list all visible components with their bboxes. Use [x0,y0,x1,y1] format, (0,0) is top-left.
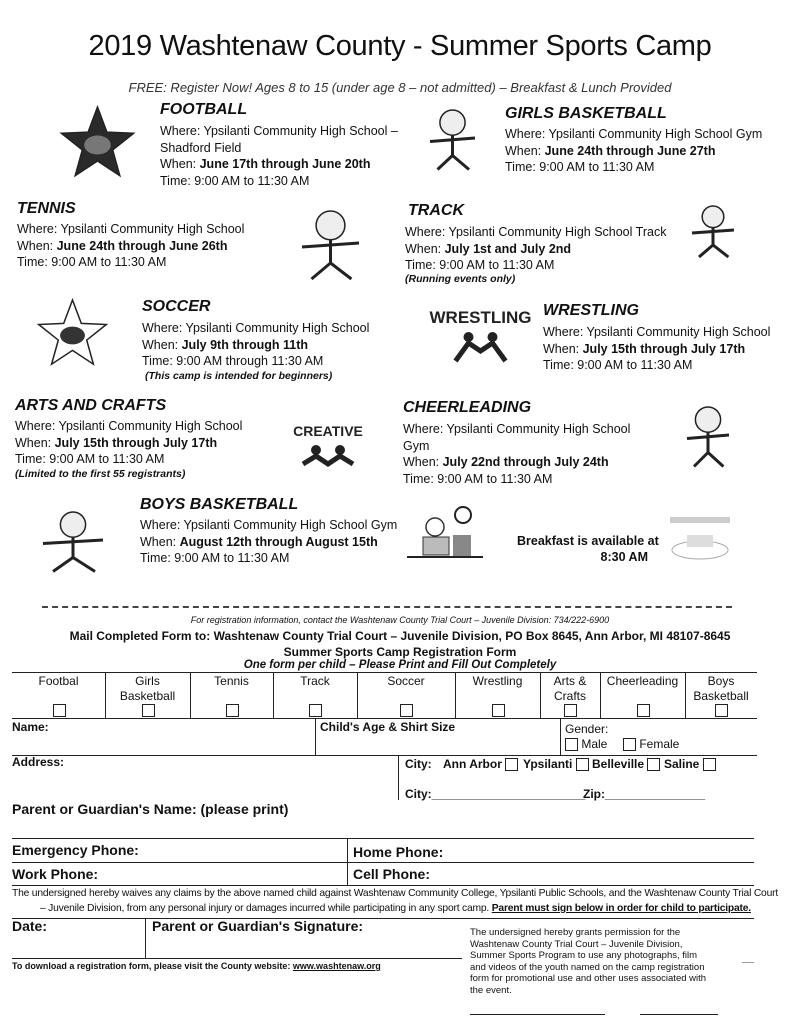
basketball-player-icon [23,505,123,575]
sport-option[interactable] [540,674,600,718]
detail-label: When: [160,157,200,171]
camp-detail [15,435,217,452]
camp-detail [405,241,571,258]
camp-detail: Time: 9:00 AM to 11:30 AM [140,551,290,565]
sport-option[interactable] [357,674,455,718]
camp-detail: Time: 9:00 AM to 11:30 AM [405,258,555,272]
download-note [12,961,381,971]
camp-detail [505,143,715,160]
sport-checkbox[interactable] [492,704,505,717]
signature-field[interactable] [12,958,462,959]
sport-checkbox[interactable] [637,704,650,717]
guardian-name-label: Parent or Guardian's Name: (please print) [12,801,289,817]
flyer-title: 2019 Washtenaw County - Summer Sports Camp [88,30,712,62]
permission-date-line[interactable] [640,1014,718,1015]
detail-dates: July 1st and July 2nd [444,241,572,256]
camp-detail: Gym [403,438,430,453]
guardian-name-field[interactable] [12,838,754,839]
detail-dates: August 12th through August 15th [179,534,378,549]
flyer-subtitle: FREE: Register Now! Ages 8 to 15 (under age 8 – not admitted) – Breakfast & Lunch Provided [128,80,672,95]
divider [600,672,601,718]
waiver-line-2 [40,903,751,914]
city-name: Belleville [592,757,645,771]
signature-label: Parent or Guardian's Signature: [152,918,364,934]
form-title: Summer Sports Camp Registration Form [283,645,517,659]
camp-detail: Time: 9:00 AM to 11:30 AM [17,255,167,269]
sport-label: Cheerleading [606,674,679,688]
breakfast-text: Breakfast is available at [517,534,659,548]
city-label: City: [405,757,432,771]
divider [12,885,754,886]
female-label: Female [639,737,680,751]
camp-title-wrestling: WRESTLING [543,302,639,319]
breakfast-time: 8:30 AM [600,550,648,564]
work-phone-label: Work Phone: [12,866,99,882]
mail-address: Mail Completed Form to: Washtenaw County Trial Court – Juvenile Division, PO Box 8645, Ann Arbor, MI 48107-8645 [69,629,731,643]
divider [273,672,274,718]
address-label: Address: [12,755,65,769]
breakfast-icon [405,505,485,565]
divider [315,718,316,755]
sport-checkbox[interactable] [309,704,322,717]
permission-line: the event. [470,984,512,996]
waiver-text: – Juvenile Division, from any personal injury or damages incurred while participating in any sport camp. [40,903,490,914]
camp-detail: Where: Ypsilanti Community High School – [160,124,398,138]
table-top-line [12,672,757,673]
city-option[interactable] [664,757,716,771]
divider [12,755,757,756]
city-checkbox[interactable] [647,758,660,771]
camp-detail: Time: 9:00 AM through 11:30 AM [142,354,324,368]
sport-checkbox[interactable] [400,704,413,717]
cut-line [42,606,732,608]
zip-field[interactable]: Zip:_______________ [583,787,706,801]
camp-detail: Where: Ypsilanti Community High School Gym [140,518,398,532]
football-star-icon [55,105,140,185]
camp-title-soccer: SOCCER [142,298,211,315]
city-option[interactable] [592,757,660,771]
registration-info: For registration information, contact the Washtenaw County Trial Court – Juvenile Division: 734/222-6900 [190,615,610,625]
soccer-star-icon [35,298,110,373]
sport-label: Soccer [387,674,425,688]
camp-detail: Where: Ypsilanti Community High School [142,321,370,335]
wrestling-icon [428,305,533,365]
divider [742,962,754,963]
sport-option[interactable] [273,674,357,718]
city-option[interactable] [523,757,589,771]
detail-label: When: [15,435,55,450]
sport-option[interactable] [455,674,540,718]
sport-label: Wrestling [472,674,523,688]
divider [12,862,754,863]
detail-dates: June 24th through June 27th [544,143,716,158]
camp-detail [142,337,308,354]
detail-dates: July 15th through July 17th [582,341,746,356]
detail-label: When: [140,534,180,549]
detail-dates: July 22nd through July 24th [442,455,609,469]
sport-label: Arts & Crafts [553,674,587,703]
camp-title-track: TRACK [408,202,464,219]
emergency-phone-label: Emergency Phone: [12,842,139,858]
gender-label: Gender: [565,722,609,736]
detail-label: When: [17,238,57,253]
camp-detail: Time: 9:00 AM to 11:30 AM [160,173,310,188]
detail-dates: June 24th through June 26th [56,238,228,253]
gender-male[interactable] [565,737,607,751]
sport-checkbox[interactable] [564,704,577,717]
icon-lettering: WRESTLING [429,308,532,327]
camp-detail: Where: Ypsilanti Community High School Gym [505,127,763,141]
sport-checkbox[interactable] [142,704,155,717]
date-label: Date: [12,918,48,934]
divider [12,918,754,919]
camp-title-arts-and-crafts: ARTS AND CRAFTS [15,397,167,414]
camp-detail: Time: 9:00 AM to 11:30 AM [15,452,165,466]
icon-lettering: CREATIVE [293,423,363,439]
city-option[interactable] [443,757,518,771]
camp-detail: Time: 9:00 AM to 11:30 AM [543,358,693,372]
male-label: Male [581,737,608,751]
sport-option[interactable] [685,674,757,718]
website-link[interactable]: www.washtenaw.org [292,961,381,971]
camp-note: (Limited to the first 55 registrants) [15,468,186,480]
waiver-line-1: The undersigned hereby waives any claims by the above named child against Washtenaw Community College, Ypsilanti Public Schools, and the Washtenaw County Trial Court [12,888,778,899]
camp-title-girls-basketball: GIRLS BASKETBALL [505,105,667,122]
runner-icon [678,200,748,260]
camp-detail: Where: Ypsilanti Community High School [17,222,245,236]
cheerleader-icon [673,400,743,470]
download-text: To download a registration form, please visit the County website: [12,961,291,971]
camp-detail [160,156,370,173]
breakfast-plate-icon [665,515,735,565]
detail-dates: July 9th through 11th [181,337,309,352]
detail-label: When: [505,143,545,158]
camp-detail [140,534,378,551]
detail-dates: July 15th through July 17th [54,435,218,450]
city-name: Ypsilanti [523,757,573,771]
tennis-kids-icon [283,203,378,283]
male-checkbox[interactable] [565,738,578,751]
detail-label: When: [405,241,445,256]
cell-phone-label: Cell Phone: [353,866,431,882]
camp-note: (This camp is intended for beginners) [145,370,333,382]
camp-title-tennis: TENNIS [17,200,76,217]
female-checkbox[interactable] [623,738,636,751]
city-checkbox[interactable] [576,758,589,771]
camp-detail: Where: Ypsilanti Community High School Track [405,225,667,239]
sport-option[interactable] [600,674,685,718]
age-shirt-label: Child's Age & Shirt Size [320,720,456,734]
detail-label: When: [403,455,443,469]
camp-detail: Where: Ypsilanti Community High School [403,422,631,436]
city-checkbox[interactable] [505,758,518,771]
permission-signature-line[interactable] [470,1014,605,1015]
photo-permission [470,927,706,997]
camp-detail: Where: Ypsilanti Community High School [15,419,243,433]
camp-title-boys-basketball: BOYS BASKETBALL [140,496,299,513]
permission-line: The undersigned hereby grants permission for the [470,927,681,938]
sport-label: Girls Basketball [119,674,176,703]
girls-basketball-icon [415,103,490,173]
sport-label: Tennis [214,674,249,688]
city-name: Saline [664,757,700,771]
sport-checkbox[interactable] [53,704,66,717]
divider [12,718,757,719]
detail-label: When: [543,341,583,356]
divider [398,755,399,800]
camp-detail [403,454,609,471]
sport-label: Track [300,674,330,688]
camp-detail: Where: Ypsilanti Community High School [543,325,771,339]
camp-detail: Shadford Field [160,140,242,155]
sport-label: Footbal [38,674,79,688]
divider [540,672,541,718]
permission-line: Washtenaw County Trial Court – Juvenile Division, [470,938,683,950]
divider [145,918,146,958]
form-instructions: One form per child – Please Print and Fill Out Completely [243,659,557,671]
detail-dates: June 17th through June 20th [199,157,371,171]
divider [560,718,561,755]
sport-label: Boys Basketball [693,674,749,703]
permission-line: and videos of the youth named on the camp registration [470,961,705,973]
divider [105,672,106,718]
divider [685,672,686,718]
sport-option[interactable] [12,674,105,718]
detail-label: When: [142,337,182,352]
divider [357,672,358,718]
camp-detail [543,341,745,358]
permission-line: Summer Sports Program to use any photographs, film [470,950,698,962]
camp-title-cheerleading: CHEERLEADING [403,399,532,416]
divider [455,672,456,718]
city-name: Ann Arbor [443,757,502,771]
camp-title-football: FOOTBALL [160,101,248,118]
sport-checkbox[interactable] [226,704,239,717]
name-label: Name: [12,720,49,734]
gender-female[interactable] [623,737,679,751]
camp-detail: Time: 9:00 AM to 11:30 AM [505,160,655,174]
divider [190,672,191,718]
sport-checkbox[interactable] [715,704,728,717]
camp-detail: Time: 9:00 AM to 11:30 AM [403,471,553,486]
permission-line: form for promotional use and other uses associated with [470,973,707,985]
city-checkbox[interactable] [703,758,716,771]
home-phone-label: Home Phone: [353,844,444,860]
sport-option[interactable] [105,674,190,718]
waiver-bold: Parent must sign below in order for child to participate. [491,903,751,914]
creative-icon [268,418,388,468]
camp-note: (Running events only) [405,273,516,285]
city-field[interactable]: City:_______________________ [405,787,586,801]
camp-detail [17,238,227,255]
sport-option[interactable] [190,674,273,718]
